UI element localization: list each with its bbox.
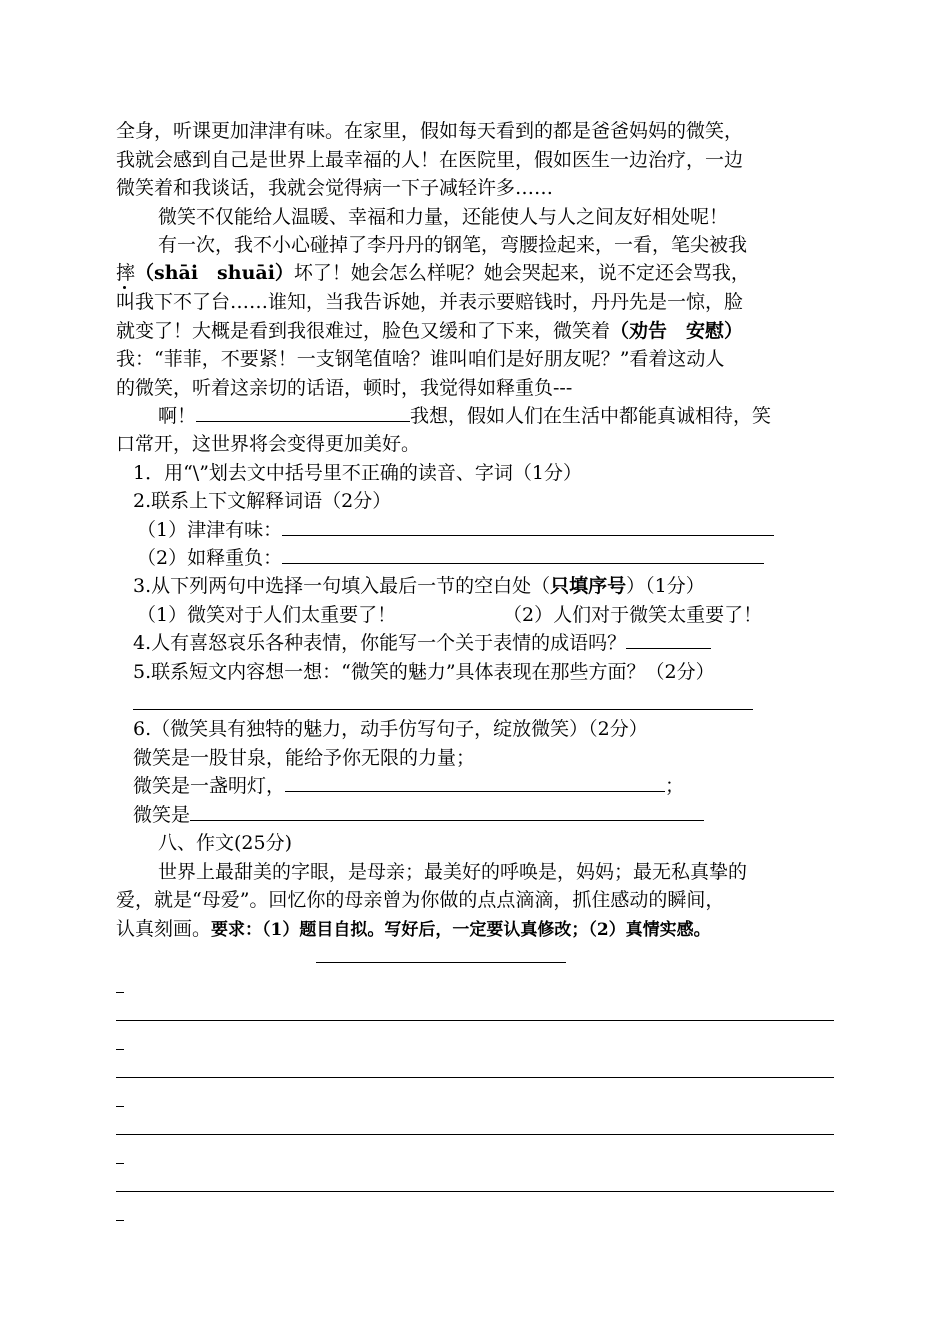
title-line[interactable]	[316, 962, 566, 963]
passage-line: 微笑着和我谈话，我就会觉得病一下子减轻许多……	[116, 177, 554, 199]
passage-line: 全身，听课更加津津有味。在家里，假如每天看到的都是爸爸妈妈的微笑，	[116, 120, 744, 142]
passage-text: 坏了！她会怎么样呢？她会哭起来，说不定还会骂我，	[293, 262, 750, 284]
question-5: 5.联系短文内容想一想：“微笑的魅力”具体表现在那些方面？（2分）	[133, 661, 715, 683]
passage-line	[116, 318, 743, 344]
line-marker	[116, 1106, 124, 1107]
answer-blank[interactable]	[285, 773, 665, 792]
question-label: （1）津津有味：	[137, 519, 283, 541]
question-3-option-1: （1）微笑对于人们太重要了！	[137, 604, 397, 626]
answer-line[interactable]	[133, 709, 753, 710]
passage-text: 就变了！大概是看到我很难过，脸色又缓和了下来，微笑着	[116, 320, 611, 342]
passage-line: 我就会感到自己是世界上最幸福的人！在医院里，假如医生一边治疗，一边	[116, 149, 744, 171]
line-marker	[116, 1220, 124, 1221]
passage-line: 微笑不仅能给人温暖、幸福和力量，还能使人与人之间友好相处呢！	[158, 206, 729, 228]
line-marker	[116, 1049, 124, 1050]
passage-line: 有一次，我不小心碰掉了李丹丹的钢笔，弯腰捡起来，一看，笔尖被我	[158, 234, 748, 256]
passage-line: 的微笑，听着这亲切的话语，顿时，我觉得如释重负---	[116, 377, 573, 399]
composition-prompt: 爱，就是“母爱”。回忆你的母亲曾为你做的点点滴滴，抓住感动的瞬间，	[116, 889, 725, 911]
writing-line[interactable]	[116, 1191, 834, 1192]
line-marker	[116, 1163, 124, 1164]
question-emphasis: 只填序号	[550, 575, 627, 597]
question-4	[133, 630, 711, 656]
question-6-line-3	[133, 802, 704, 828]
question-label: （2）如释重负：	[137, 547, 283, 569]
question-6-example: 微笑是一股甘泉，能给予你无限的力量；	[133, 747, 476, 769]
emphasized-char: 摔	[116, 262, 136, 284]
composition-text: 认真刻画。	[116, 918, 212, 940]
question-1: 1．用“\”划去文中括号里不正确的读音、字词（1分）	[133, 462, 583, 484]
question-3	[133, 573, 705, 599]
composition-heading: 八、作文(25分)	[158, 832, 293, 854]
passage-line: 叫我下不了台……谁知，当我告诉她，并表示要赔钱时，丹丹先是一惊，脸	[116, 291, 744, 313]
word-choice: （劝告 安慰）	[610, 320, 744, 342]
passage-line: 口常开，这世界将会变得更加美好。	[116, 433, 421, 455]
composition-prompt: 世界上最甜美的字眼，是母亲；最美好的呼唤是，妈妈；最无私真挚的	[158, 861, 748, 883]
answer-blank[interactable]	[282, 545, 764, 564]
question-6-line-2	[133, 773, 684, 799]
question-6: 6.（微笑具有独特的魅力，动手仿写句子，绽放微笑）（2分）	[133, 718, 648, 740]
composition-requirements: 要求：（1）题目自拟。写好后，一定要认真修改；（2）真情实感。	[211, 920, 711, 940]
question-2-1	[137, 517, 774, 543]
answer-blank[interactable]	[626, 630, 711, 649]
writing-line[interactable]	[116, 1077, 834, 1078]
question-text: 3.从下列两句中选择一句填入最后一节的空白处（	[133, 575, 551, 597]
punctuation: ；	[665, 775, 685, 797]
question-text: ）（1分）	[626, 575, 705, 597]
writing-line[interactable]	[116, 1134, 834, 1135]
passage-text: 我想，假如人们在生活中都能真诚相待，笑	[410, 405, 772, 427]
answer-blank[interactable]	[282, 517, 774, 536]
question-text: 微笑是	[133, 804, 191, 826]
answer-blank[interactable]	[190, 802, 704, 821]
question-2-2	[137, 545, 764, 571]
fill-blank[interactable]	[196, 403, 410, 422]
composition-prompt	[116, 916, 711, 943]
writing-line[interactable]	[116, 1020, 834, 1021]
passage-text: 啊！	[158, 405, 197, 427]
question-3-option-2: （2）人们对于微笑太重要了！	[503, 604, 763, 626]
question-text: 微笑是一盏明灯，	[133, 775, 286, 797]
line-marker	[116, 992, 124, 993]
question-2: 2.联系上下文解释词语（2分）	[133, 490, 392, 512]
question-text: 4.人有喜怒哀乐各种表情，你能写一个关于表情的成语吗？	[133, 632, 627, 654]
pinyin-choice: （shāi shuāi）	[135, 262, 294, 284]
passage-line: 我：“菲菲，不要紧！一支钢笔值啥？谁叫咱们是好朋友呢？”看着这动人	[116, 348, 725, 370]
passage-line	[158, 403, 771, 429]
passage-line	[116, 260, 750, 286]
